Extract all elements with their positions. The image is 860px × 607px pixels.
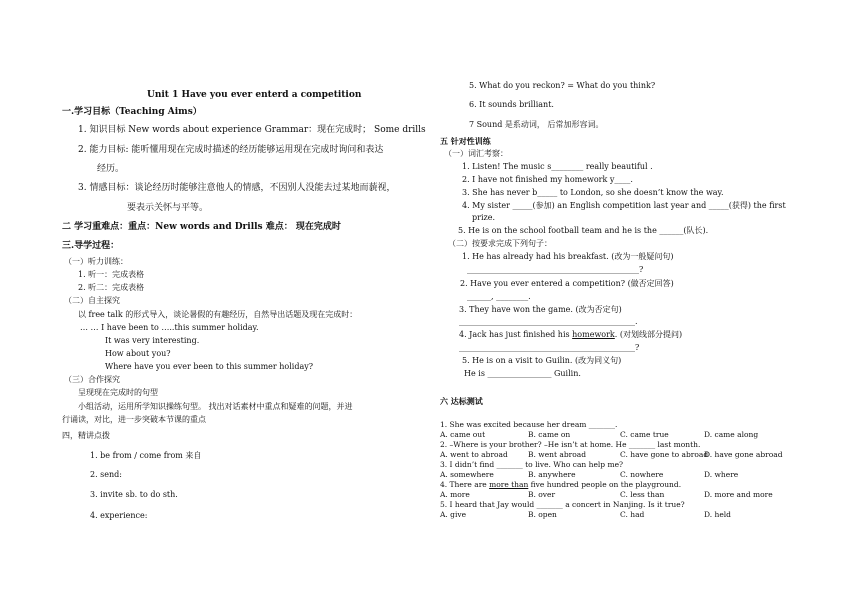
cooperate-text-2: 小组活动，运用所学知识操练句型。 找出对话素材中重点和疑难的问题，并进 (78, 402, 353, 411)
rewrite-item-4: 4. Jack has just finished his homework. (对划线部分提问) (459, 330, 683, 339)
test-question-4: 4. There are more than five hundred people on the playground. (440, 480, 682, 489)
listening-heading: （一）听力训练： (64, 257, 128, 266)
key-point-1: 1. be from / come from 来自 (90, 451, 202, 460)
dialog-line-2: It was very interesting. (105, 336, 200, 345)
vocab-item-1: 1. Listen! The music s________ really beautiful . (462, 162, 653, 171)
section-heading-explain: 四，精讲点拨 (62, 431, 110, 440)
section-heading-test: 六 达标测试 (440, 396, 483, 406)
aim-knowledge: 1. 知识目标 New words about experience Grammar：现在完成时； Some drills (78, 125, 426, 135)
dialog-line-3: How about you? (105, 349, 171, 358)
test-question-1: 1. She was excited because her dream _______. (440, 420, 618, 429)
cooperate-text-3: 行诵读，对比，进一步突破本节课的重点 (62, 415, 206, 424)
key-point-7: 7 Sound 是系动词， 后常加形容词。 (469, 120, 604, 129)
key-point-2: 2. send: (90, 470, 122, 479)
test-question-3: 3. I didn’t find _______ to live. Who can help me? (440, 460, 624, 469)
section-heading-aims: 一.学习目标（Teaching Aims） (62, 107, 202, 117)
key-point-4: 4. experience: (90, 511, 148, 520)
explore-heading: （二）自主探究 (64, 296, 120, 305)
vocab-item-5: 5. He is on the school football team and he is the ______(队长). (458, 226, 709, 235)
explore-text: 以 free talk 的形式导入，谈论暑假的有趣经历，自然导出话题及现在完成时： (78, 310, 358, 319)
rewrite-item-5: 5. He is on a visit to Guilin. (改为同义句) (462, 356, 622, 365)
rewrite-heading: （二）按要求完成下列句子： (448, 239, 552, 248)
rewrite-item-2: 2. Have you ever entered a competition? (做否定回答) (460, 279, 674, 288)
cooperate-text-1: 呈现现在完成时的句型 (78, 388, 158, 397)
vocab-heading: （一）词汇考察： (444, 149, 508, 158)
vocab-item-4: 4. My sister _____(参加) an English competition last year and _____(获得) the first (462, 201, 786, 210)
listening-item-2: 2. 听二：完成表格 (78, 283, 145, 292)
underlined-word: homework (572, 330, 615, 339)
test-question-5: 5. I heard that Jay would _______ a concert in Nanjing. Is it true? (440, 500, 685, 509)
rewrite-answer-3: ____________________________________________. (459, 317, 638, 326)
aim-emotion: 3. 情感目标：谈论经历时能够注意他人的情感，不因别人没能去过某地而藐视， (78, 183, 396, 193)
key-point-3: 3. invite sb. to do sth. (90, 490, 178, 499)
rewrite-answer-1: ___________________________________________? (467, 265, 644, 274)
vocab-item-2: 2. I have not finished my homework y____. (462, 175, 633, 184)
section-heading-training: 五 针对性训练 (440, 136, 491, 146)
vocab-item-3: 3. She has never b_____ to London, so she doesn’t know the way. (462, 188, 724, 197)
rewrite-answer-4: ____________________________________________? (459, 343, 640, 352)
section-key-points: 二 学习重难点：重点：New words and Drills 难点： 现在完成时 (62, 222, 341, 232)
aim-ability: 2. 能力目标: 能听懂用现在完成时描述的经历能够运用现在完成时询问和表达 (78, 145, 384, 155)
rewrite-item-1: 1. He has already had his breakfast. (改为一般疑问句) (462, 252, 674, 261)
section-heading-process: 三.导学过程： (62, 241, 120, 251)
dialog-line-1: … … I have been to …..this summer holiday. (80, 323, 259, 332)
rewrite-item-3: 3. They have won the game. (改为否定句) (459, 305, 622, 314)
vocab-item-4-cont: prize. (472, 213, 495, 222)
cooperate-heading: （三）合作探究 (64, 375, 120, 384)
dialog-line-4: Where have you ever been to this summer holiday? (105, 362, 314, 371)
rewrite-answer-5: He is ________________ Guilin. (464, 369, 581, 378)
rewrite-answer-2: ______, ________. (467, 292, 531, 301)
listening-item-1: 1. 听一：完成表格 (78, 270, 145, 279)
aim-ability-cont: 经历。 (97, 164, 125, 174)
aim-emotion-cont: 要表示关怀与平等。 (127, 203, 209, 213)
test-question-2: 2. –Where is your brother? –He isn’t at home. He _______ last month. (440, 440, 701, 449)
key-point-5: 5. What do you reckon? = What do you think? (469, 81, 656, 90)
key-point-6: 6. It sounds brilliant. (469, 100, 554, 109)
underlined-phrase: more than (489, 480, 529, 489)
page-title: Unit 1 Have you ever enterd a competition (147, 90, 362, 100)
